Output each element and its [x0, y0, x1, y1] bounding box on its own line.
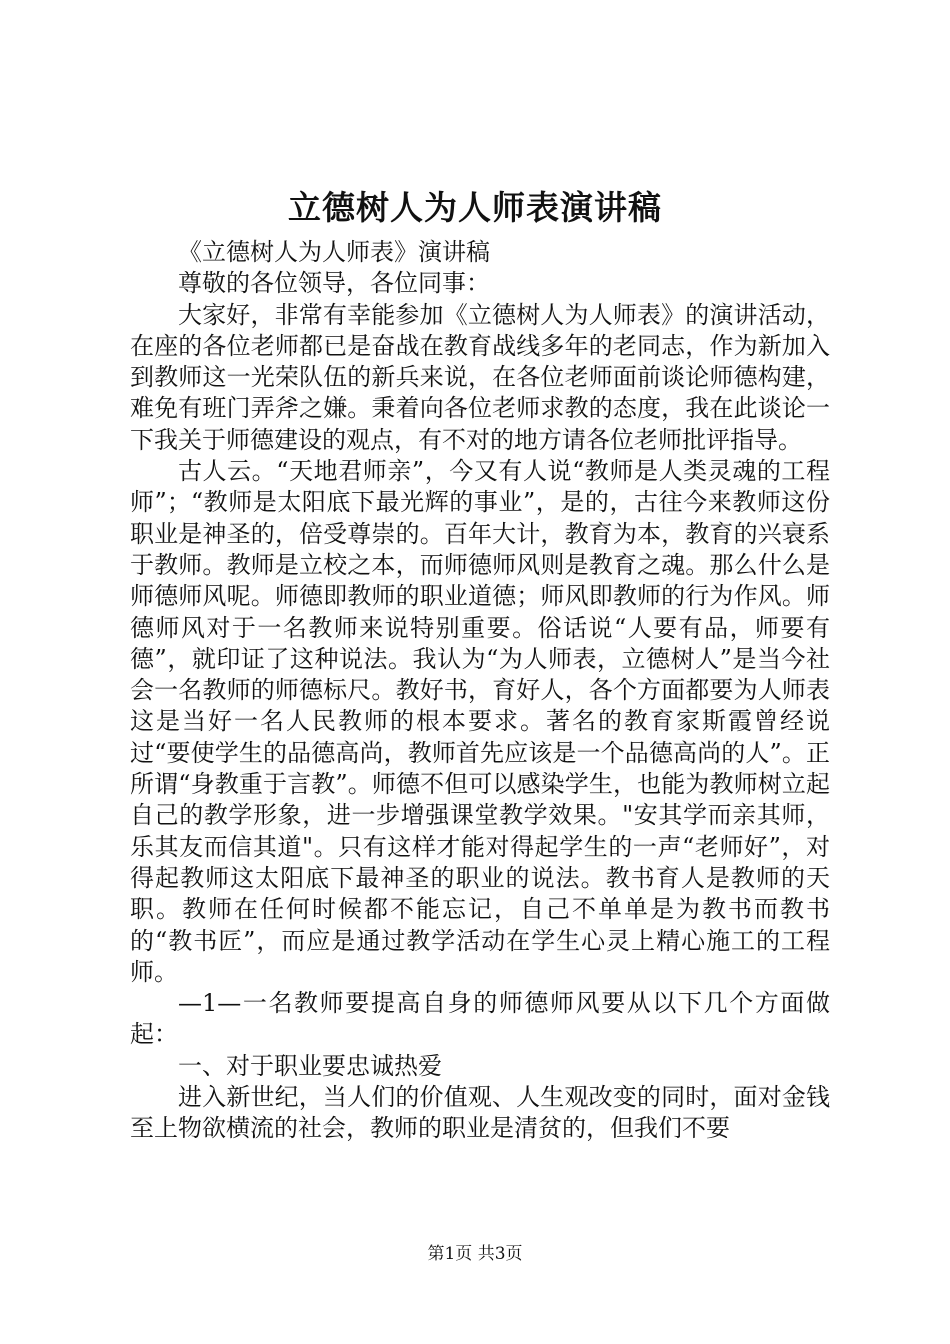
- paragraph-aspects-intro: —1—一名教师要提高自身的师德师风要从以下几个方面做起：: [130, 989, 830, 1049]
- paragraph-section-1: 进入新世纪，当人们的价值观、人生观改变的同时，面对金钱至上物欲横流的社会，教师的职业是清贫的，但我们不要: [130, 1083, 830, 1143]
- document-body: [130, 237, 830, 1145]
- paragraph-main: 古人云。“天地君师亲”，今又有人说“教师是人类灵魂的工程师”；“教师是太阳底下最光辉的事业”，是的，古往今来教师这份职业是神圣的，倍受尊崇的。百年大计，教育为本，教育的兴衰系于教师。教师是立校之本，而师德师风则是教育之魂。那么什么是师德师风呢。师德即教师的职业道德；师风即教师的行为作风。师德师风对于一名教师来说特别重要。俗话说“人要有品，师要有德”，就印证了这种说法。我认为“为人师表，立德树人”是当今社会一名教师的师德标尺。教好书，育好人，各个方面都要为人师表这是当好一名人民教师的根本要求。著名的教育家斯霞曾经说过“要使学生的品德高尚，教师首先应该是一个品德高尚的人”。正所谓“身教重于言教”。师德不但可以感染学生，也能为教师树立起自己的教学形象，进一步增强课堂教学效果。"安其学而亲其师，乐其友而信其道"。只有这样才能对得起学生的一声“老师好”，对得起教师这太阳底下最神圣的职业的说法。教书育人是教师的天职。教师在任何时候都不能忘记，自己不单单是为教书而教书的“教书匠”，而应是通过教学活动在学生心灵上精心施工的工程师。: [130, 457, 830, 986]
- document-title: 立德树人为人师表演讲稿: [288, 188, 662, 227]
- paragraph-salutation: 尊敬的各位领导，各位同事：: [178, 269, 490, 298]
- paragraph-speech-name: 《立德树人为人师表》演讲稿: [178, 238, 490, 266]
- paragraph-opening: 大家好，非常有幸能参加《立德树人为人师表》的演讲活动，在座的各位老师都已是奋战在教育战线多年的老同志，作为新加入到教师这一光荣队伍的新兵来说，在各位老师面前谈论师德构建，难免有班门弄斧之嫌。秉着向各位老师求教的态度，我在此谈论一下我关于师德建设的观点，有不对的地方请各位老师批评指导。: [130, 300, 830, 454]
- section-heading-1: 一、对于职业要忠诚热爱: [178, 1051, 442, 1080]
- page-footer: 第1页 共3页: [427, 1244, 523, 1264]
